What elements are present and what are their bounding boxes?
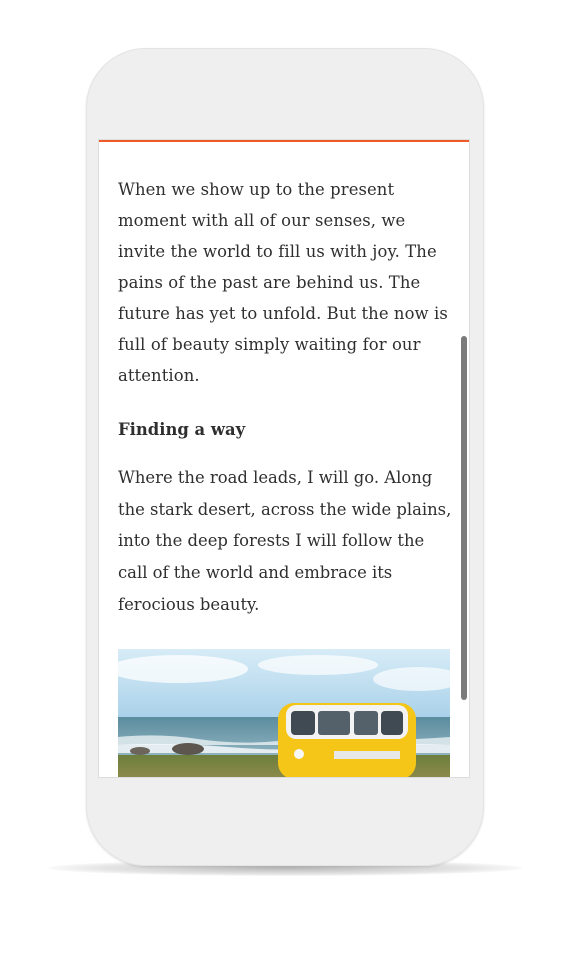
scrollbar[interactable] xyxy=(461,336,467,700)
section-heading: Finding a way xyxy=(118,420,246,439)
van-icon xyxy=(278,703,416,777)
article-paragraph-2: Where the road leads, I will go. Along the stark desert, across the wide plains, into the deep forests I will follow the call of the world and embrace its ferocious beauty. xyxy=(118,468,452,614)
van-beach-image xyxy=(118,649,450,777)
screen[interactable] xyxy=(99,140,469,777)
article-paragraph-1: When we show up to the present moment with all of our senses, we invite the world to fill us with joy. The pains of the past are behind us. The future has yet to unfold. But the now is full of beauty simply waiting for our attention. xyxy=(118,180,448,385)
